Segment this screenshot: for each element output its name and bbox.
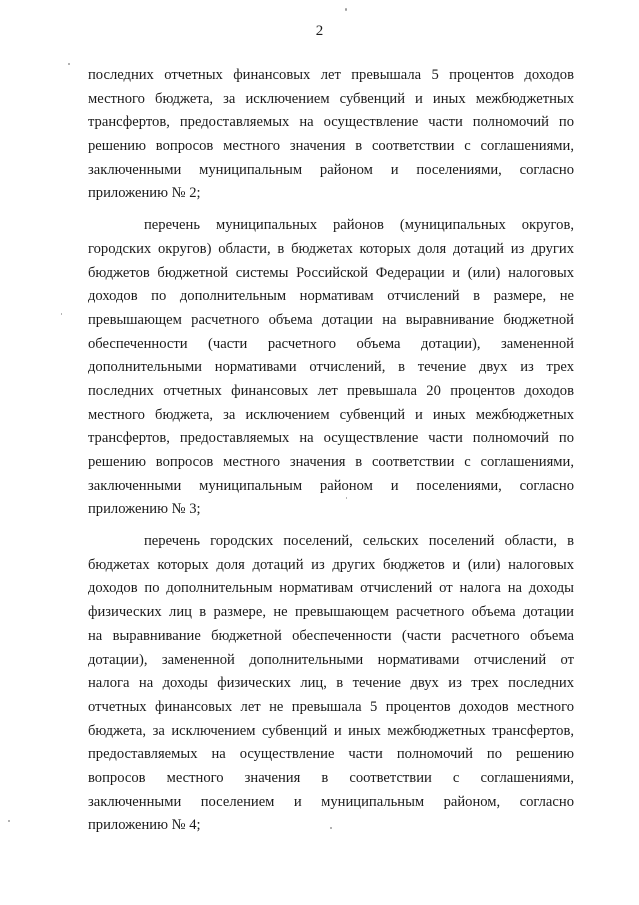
text-line: отчетных финансовых лет не превышала 5 процентов доходов местного: [88, 698, 574, 715]
text-line: местного бюджета, за исключением субвенций и иных межбюджетных: [88, 90, 574, 107]
text-line: доходов по дополнительным нормативам отчислений в размере, не: [88, 288, 574, 305]
text-line: приложению № 3;: [88, 501, 201, 518]
text-line: последних отчетных финансовых лет превышала 20 процентов доходов: [88, 382, 574, 399]
text-line: бюджета, за исключением субвенций и иных межбюджетных трансфертов,: [88, 722, 574, 739]
text-line: приложению № 4;: [88, 817, 201, 834]
scan-speck: [346, 497, 347, 499]
text-line: бюджетов бюджетной системы Российской Федерации и (или) налоговых: [88, 264, 574, 281]
text-line: обеспеченности (части расчетного объема дотации), замененной: [88, 335, 574, 352]
text-line: местного бюджета, за исключением субвенций и иных межбюджетных: [88, 406, 574, 423]
scan-speck: [345, 8, 347, 11]
document-body: [88, 64, 574, 846]
text-line: дотации), замененной дополнительными нормативами отчислений от: [88, 651, 574, 668]
scan-speck: [8, 820, 10, 822]
text-line: последних отчетных финансовых лет превышала 5 процентов доходов: [88, 67, 574, 83]
text-line: перечень муниципальных районов (муниципальных округов,: [144, 217, 574, 234]
text-line: на выравнивание бюджетной обеспеченности (части расчетного объема: [88, 627, 574, 644]
page-number: 2: [315, 23, 324, 39]
paragraph-1: [88, 64, 574, 206]
text-line: заключенными муниципальным районом и поселениями, согласно: [88, 161, 574, 178]
text-line: приложению № 2;: [88, 185, 201, 202]
text-line: предоставляемых на осуществление части полномочий по решению: [88, 746, 574, 763]
text-line: заключенными поселением и муниципальным районом, согласно: [88, 793, 574, 810]
text-line: заключенными муниципальным районом и поселениями, согласно: [88, 477, 574, 494]
text-line: бюджетах которых доля дотаций из других бюджетов и (или) налоговых: [88, 556, 574, 573]
text-line: доходов по дополнительным нормативам отчислений от налога на доходы: [88, 580, 574, 597]
text-line: дополнительными нормативами отчислений, в течение двух из трех: [88, 359, 574, 376]
text-line: перечень городских поселений, сельских поселений области, в: [144, 533, 574, 550]
text-line: трансфертов, предоставляемых на осуществление части полномочий по: [88, 114, 574, 131]
text-line: вопросов местного значения в соответствии с соглашениями,: [88, 769, 574, 786]
scan-speck: [330, 827, 332, 829]
text-line: физических лиц в размере, не превышающем расчетного объема дотации: [88, 604, 574, 621]
text-line: превышающем расчетного объема дотации на выравнивание бюджетной: [88, 311, 574, 328]
text-line: налога на доходы физических лиц, в течение двух из трех последних: [88, 675, 574, 692]
text-line: решению вопросов местного значения в соответствии с соглашениями,: [88, 454, 574, 470]
scan-speck: [61, 313, 62, 315]
scan-speck: [68, 63, 70, 65]
text-line: решению вопросов местного значения в соответствии с соглашениями,: [88, 138, 574, 155]
text-line: городских округов) области, в бюджетах которых доля дотаций из других: [88, 240, 574, 257]
text-line: трансфертов, предоставляемых на осуществление части полномочий по: [88, 430, 574, 447]
paragraph-3: [88, 530, 574, 838]
paragraph-2: [88, 214, 574, 522]
